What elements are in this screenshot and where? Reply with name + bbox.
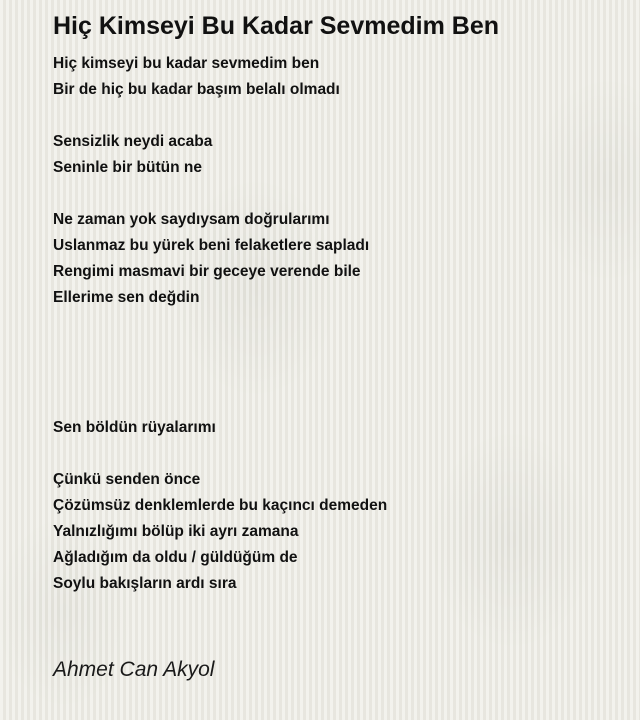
stanza-1: [53, 51, 613, 103]
poem-line: Ağladığım da oldu / güldüğüm de: [53, 549, 298, 566]
poem-line: Sen böldün rüyalarımı: [53, 419, 216, 436]
stanza-2: [53, 129, 613, 181]
poem-line: Çözümsüz denklemlerde bu kaçıncı demeden: [53, 497, 388, 514]
poem-line: Sensizlik neydi acaba: [53, 133, 213, 150]
poem-line: Soylu bakışların ardı sıra: [53, 575, 237, 592]
poem-line: Rengimi masmavi bir geceye verende bile: [53, 263, 361, 280]
poem-line: Ellerime sen değdin: [53, 289, 200, 306]
poem-body: [53, 51, 613, 597]
poem-line: Hiç kimseyi bu kadar sevmedim ben: [53, 55, 320, 72]
stanza-4: [53, 415, 613, 441]
poem-line: Bir de hiç bu kadar başım belalı olmadı: [53, 81, 340, 98]
poem-line: Uslanmaz bu yürek beni felaketlere sapladı: [53, 237, 370, 254]
poem-line: Seninle bir bütün ne: [53, 159, 202, 176]
poem-title: Hiç Kimseyi Bu Kadar Sevmedim Ben: [53, 12, 499, 40]
poem-line: Ne zaman yok saydıysam doğrularımı: [53, 211, 330, 228]
poem-author: Ahmet Can Akyol: [53, 658, 215, 681]
poem-line: Yalnızlığımı bölüp iki ayrı zamana: [53, 523, 299, 540]
stanza-3: [53, 207, 613, 311]
stanza-5: [53, 467, 613, 597]
poem-line: Çünkü senden önce: [53, 471, 201, 488]
